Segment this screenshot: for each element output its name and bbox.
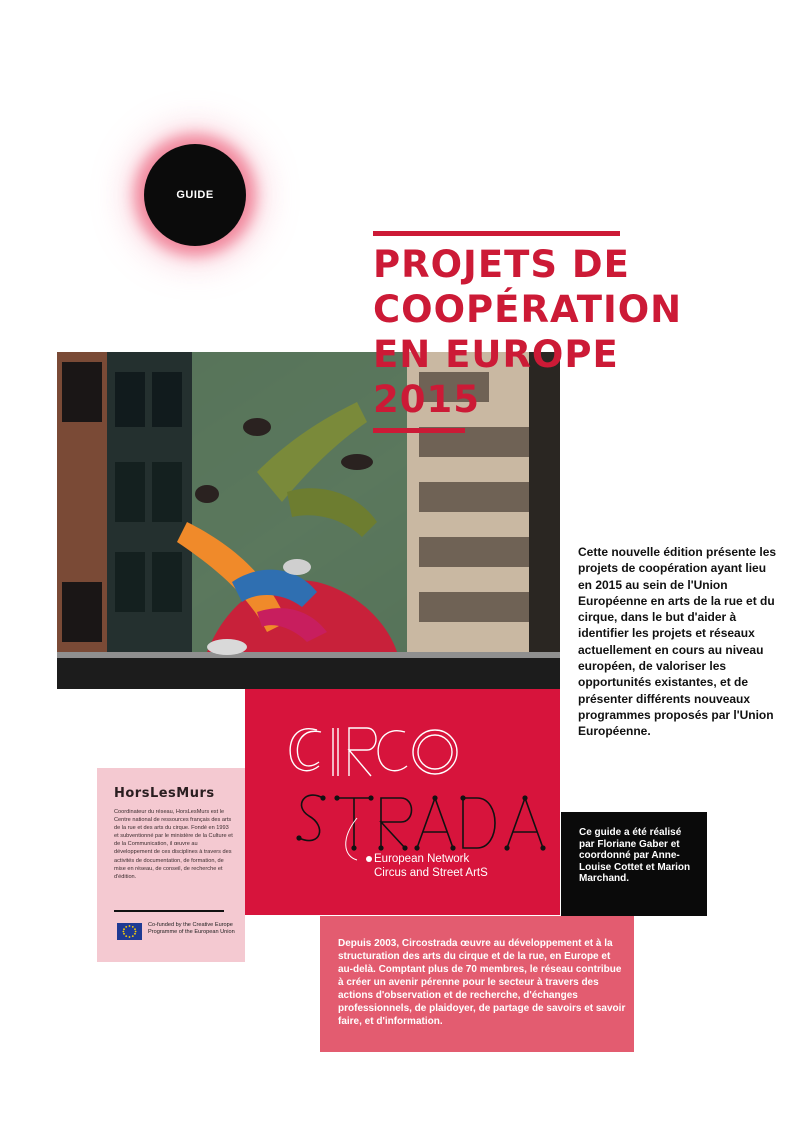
network-line-1: European Network <box>374 853 470 865</box>
title-rule-bottom <box>373 428 465 433</box>
title-line-3: EN EUROPE <box>373 333 619 376</box>
eu-stars-icon <box>117 923 142 940</box>
network-tagline <box>374 852 488 880</box>
network-line-2: Circus and Street ArtS <box>374 867 488 879</box>
circostrada-logo <box>245 688 560 915</box>
horslesmurs-text: Coordinateur du réseau, HorsLesMurs est le Centre national de ressources français des arts de la rue et des arts du cirque. Fondé en 1993 et subventionné par le ministère de la Culture et de la Communication, il œuvre au développement de ces disciplines à travers des activités de documentation, de formation, de mise en réseau, de conseil, de recherche et d'édition. <box>114 809 233 880</box>
eu-cofunding-text: Co-funded by the Creative Europe Programme of the European Union <box>148 922 235 935</box>
eu-divider <box>114 910 224 912</box>
eu-flag-icon <box>117 923 142 940</box>
circostrada-block <box>245 688 560 915</box>
title-line-1: PROJETS DE <box>373 243 630 286</box>
title-rule-top <box>373 231 620 236</box>
credits-text: Ce guide a été réalisé par Floriane Gaber et coordonné par Anne-Louise Cottet et Marion Marchand. <box>579 827 691 885</box>
guide-badge <box>144 144 246 246</box>
about-text: Depuis 2003, Circostrada œuvre au développement et à la structuration des arts du cirque et de la rue, en Europe et au-delà. Comptant plus de 70 membres, le réseau contribue à créer un avenir pérenne pour le secteur à travers des actions d'observation et de recherche, d'échanges professionnels, de plaidoyer, de partage de savoirs et savoir faire, et d'information. <box>338 938 626 1027</box>
page-title <box>373 242 682 422</box>
title-line-2: COOPÉRATION <box>373 288 683 331</box>
intro-description: Cette nouvelle édition présente les projets de coopération ayant lieu en 2015 au sein de l'Union Européenne en arts de la rue et du cirque, dans le but d'aider à identifier les projets et réseaux actuellement en cours au niveau européen, de valoriser les opportunités existantes, et de présenter différents nouveaux programmes proposés par l'Union Européenne. <box>578 545 777 739</box>
title-line-4: 2015 <box>373 378 480 421</box>
guide-badge-label: GUIDE <box>176 189 214 201</box>
horslesmurs-logo: HorsLesMurs <box>114 786 215 801</box>
